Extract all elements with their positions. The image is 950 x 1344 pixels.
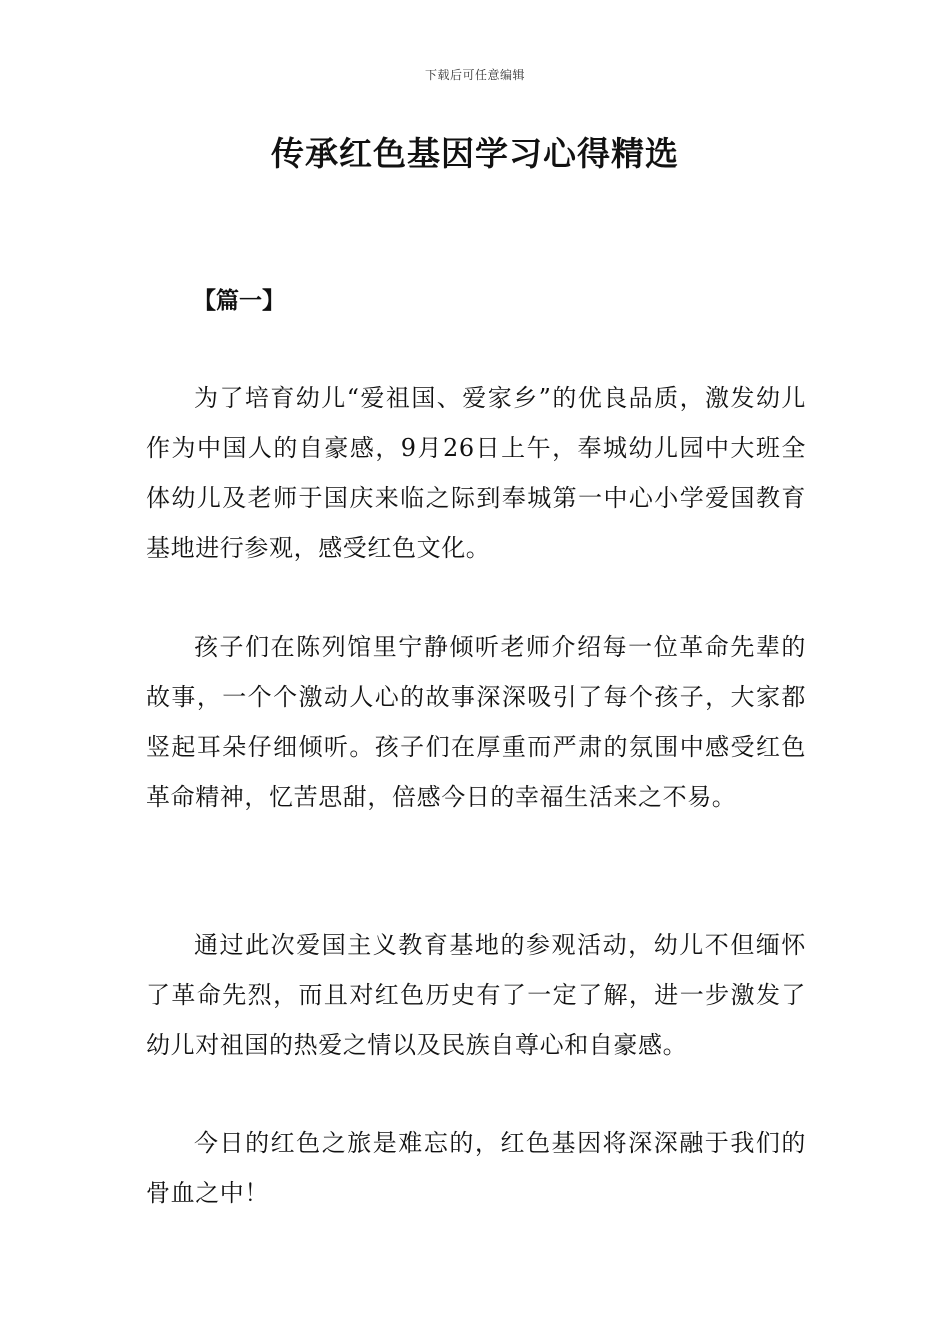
paragraph-2: 孩子们在陈列馆里宁静倾听老师介绍每一位革命先辈的故事，一个个激动人心的故事深深吸引了每个孩子，大家都竖起耳朵仔细倾听。孩子们在厚重而严肃的氛围中感受红色革命精神，忆苦思甜，倍感今日的幸福生活来之不易。 bbox=[146, 633, 806, 811]
header-note: 下载后可任意编辑 bbox=[424, 68, 525, 82]
paragraph-4: 今日的红色之旅是难忘的，红色基因将深深融于我们的骨血之中！ bbox=[146, 1129, 806, 1207]
paragraph-1: 为了培育幼儿“爱祖国、爱家乡”的优良品质，激发幼儿作为中国人的自豪感，9月26日上午，奉城幼儿园中大班全体幼儿及老师于国庆来临之际到奉城第一中心小学爱国教育基地进行参观，感受红色文化。 bbox=[146, 384, 806, 562]
paragraph-3: 通过此次爱国主义教育基地的参观活动，幼儿不但缅怀了革命先烈，而且对红色历史有了一定了解，进一步激发了幼儿对祖国的热爱之情以及民族自尊心和自豪感。 bbox=[146, 931, 806, 1059]
section-label: 【篇一】 bbox=[193, 288, 285, 314]
page-title: 传承红色基因学习心得精选 bbox=[271, 134, 679, 173]
